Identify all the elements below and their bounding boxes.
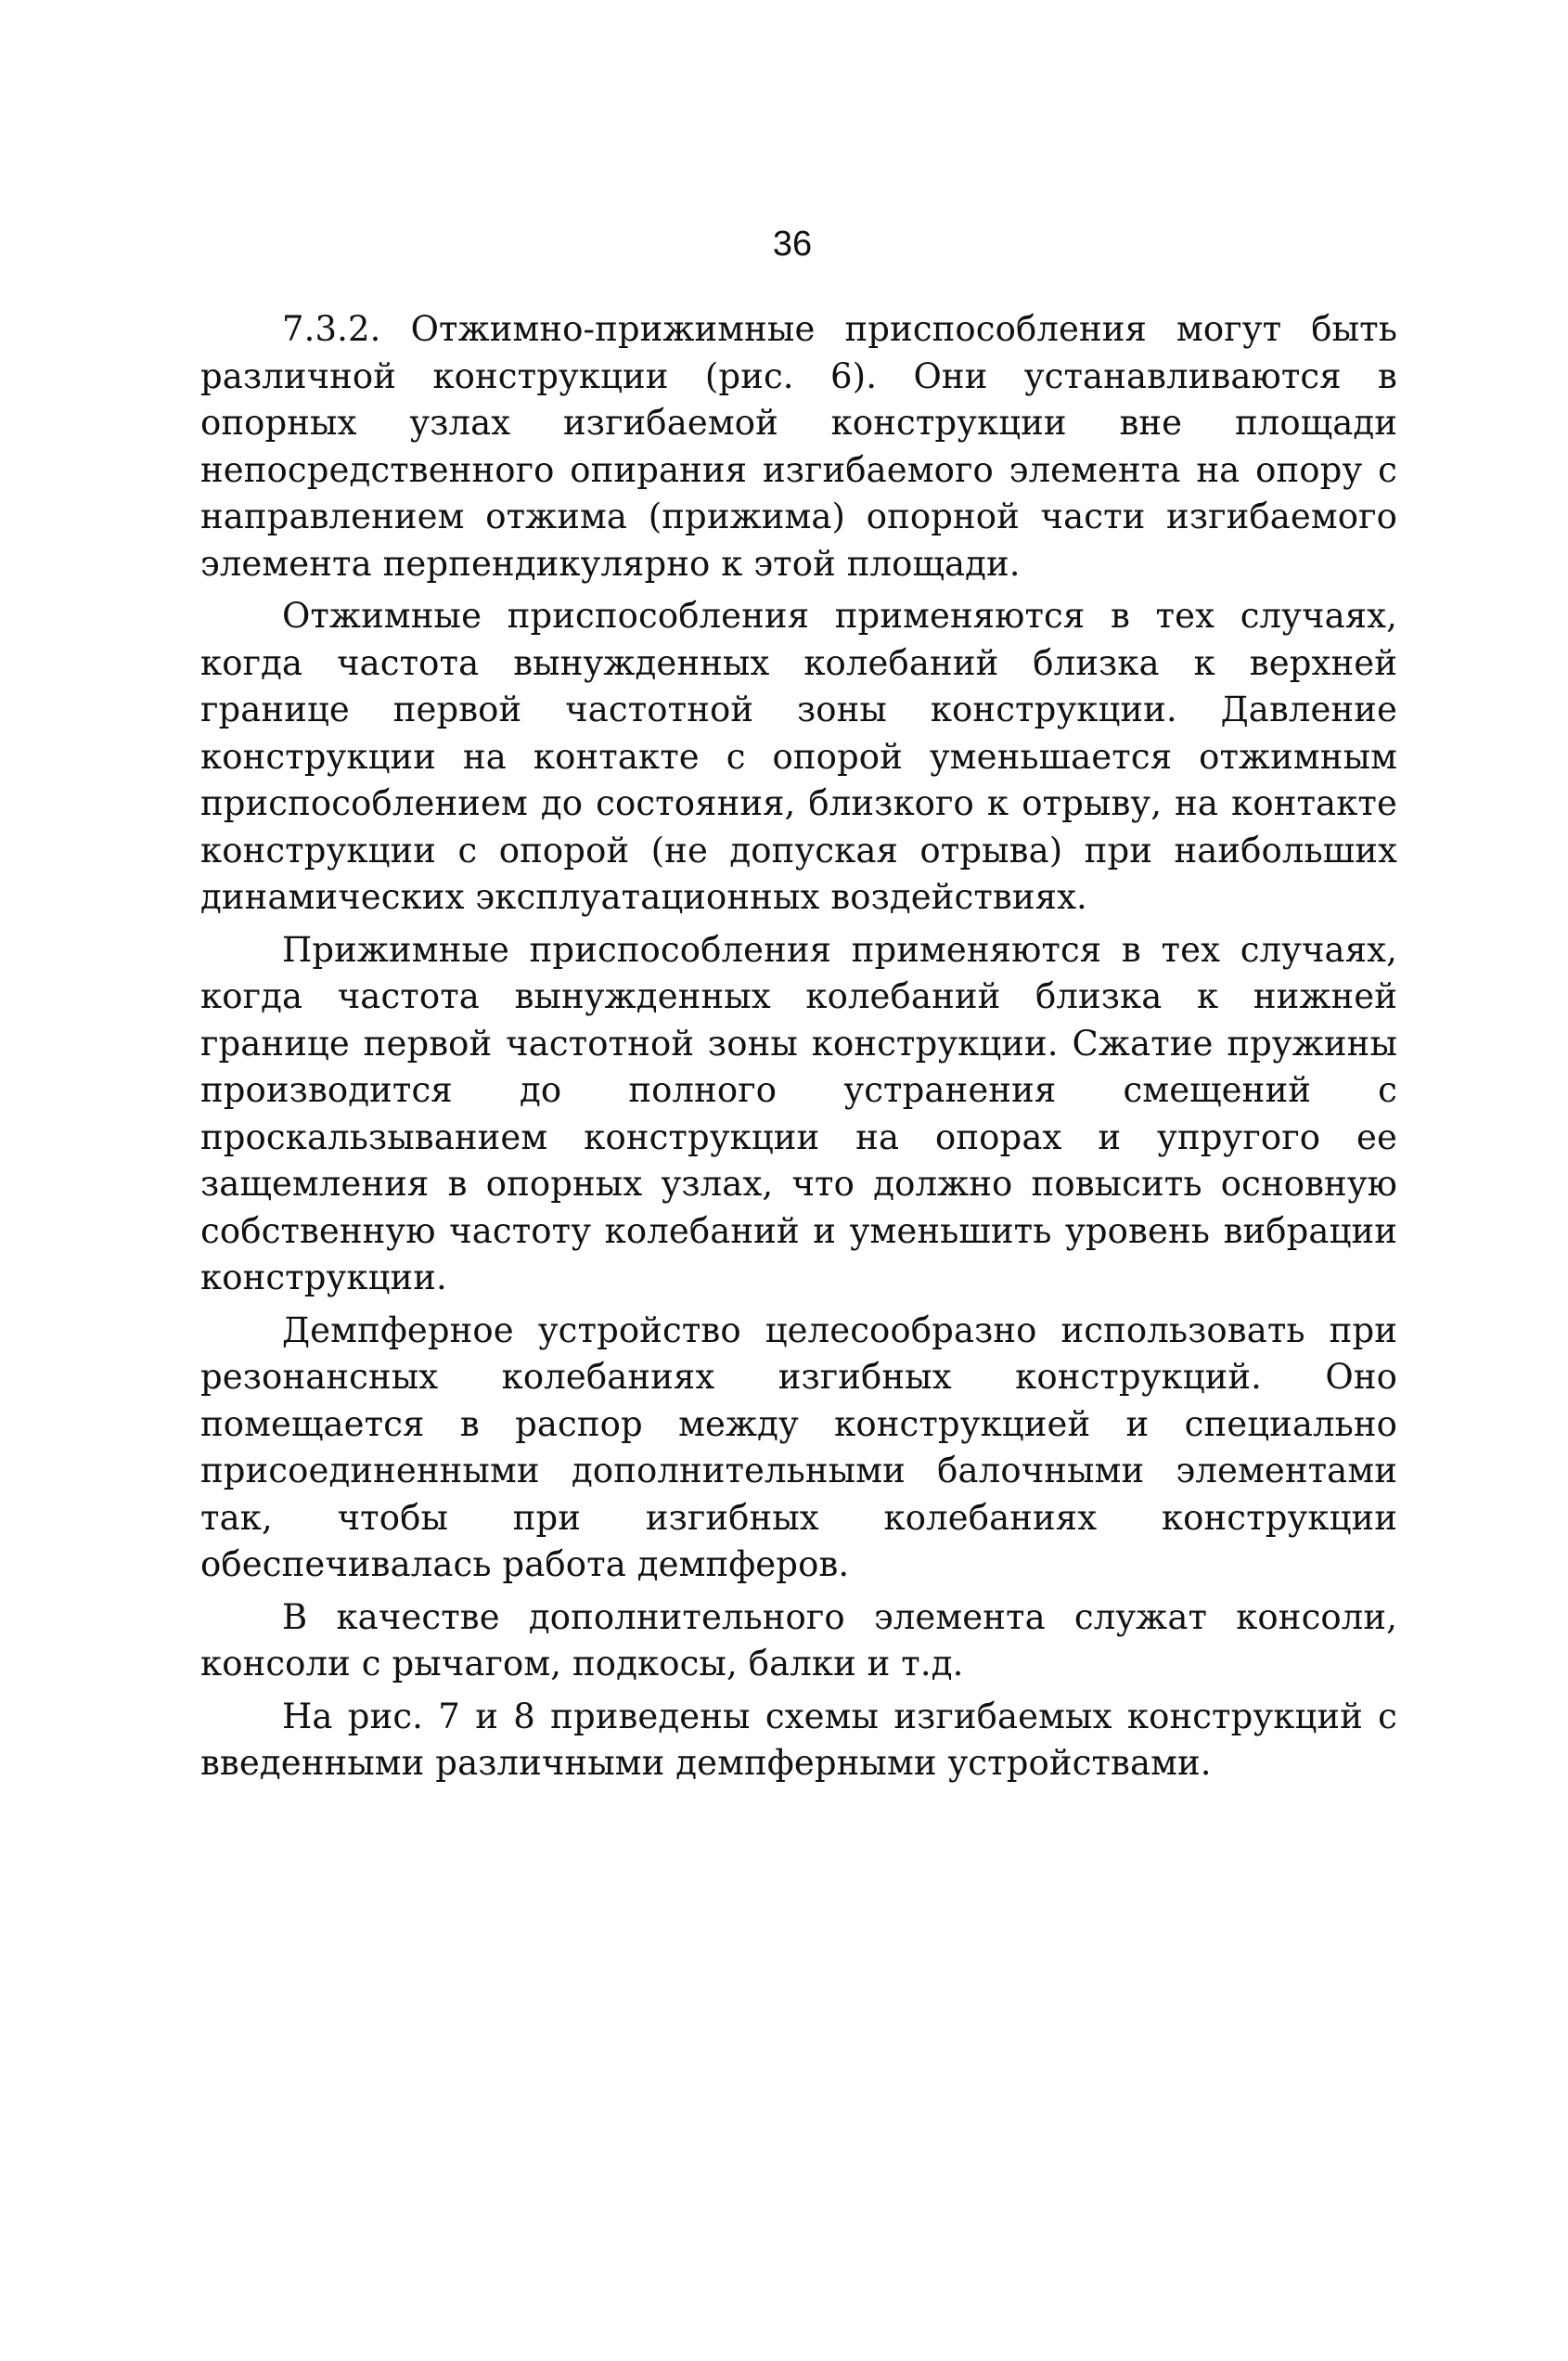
paragraph-figures-reference: На рис. 7 и 8 приведены схемы изгибаемых конструкций с введенными различными демпферными устройствами.: [200, 1696, 1397, 1783]
body-text: [200, 306, 1397, 1787]
page-number: 36: [772, 225, 813, 264]
paragraph-pressing-off-devices: Отжимные приспособления применяются в тех случаях, когда частота вынужденных колебаний близка к верхней границе первой частотной зоны конструкции. Давление конструкции на контакте с опорой уменьшается отжимным приспособлением до состояния, близкого к отрыву, на контакте конструкции с опорой (не допуская отрыва) при наибольших динамических эксплуатационных воздействиях.: [200, 596, 1397, 917]
paragraph-pressing-devices: Прижимные приспособления применяются в тех случаях, когда частота вынужденных колебаний близка к нижней границе первой частотной зоны конструкции. Сжатие пружины производится до полного устранения смещений с проскальзыванием конструкции на опорах и упругого ее защемления в опорных узлах, что должно повысить основную собственную частоту колебаний и уменьшить уровень вибрации конструкции.: [200, 929, 1397, 1297]
paragraph-7-3-2: 7.3.2. Отжимно-прижимные приспособления могут быть различной конструкции (рис. 6). Они устанавливаются в опорных узлах изгибаемой конструкции вне площади непосредственного опирания изгибаемого элемента на опору с направлением отжима (прижима) опорной части изгибаемого элемента перпендикулярно к этой площади.: [200, 309, 1397, 584]
paragraph-damper-device: Демпферное устройство целесообразно использовать при резонансных колебаниях изгибных конструкций. Оно помещается в распор между конструкцией и специально присоединенными дополнительными балочными элементами так, чтобы при изгибных колебаниях конструкции обеспечивалась работа демпферов.: [200, 1310, 1397, 1584]
paragraph-additional-element: В качестве дополнительного элемента служат консоли, консоли с рычагом, подкосы, балки и т.д.: [200, 1596, 1397, 1684]
